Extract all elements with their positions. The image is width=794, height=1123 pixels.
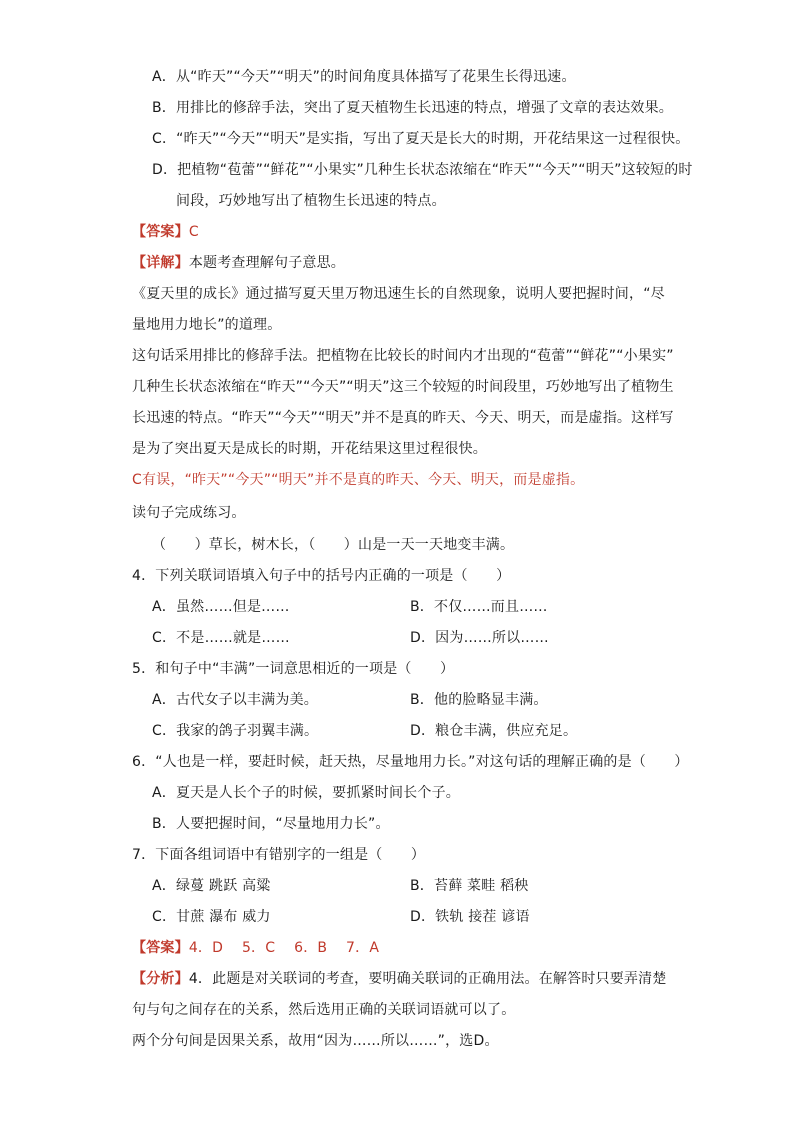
q6-option-b: B．人要把握时间，“尽量地用力长”。 (152, 816, 390, 832)
detail-p3: C有误，“昨天”“今天”“明天”并不是真的昨天、今天、明天，而是虚指。 (132, 472, 585, 488)
detail-p2-line4: 是为了突出夏天是成长的时期，开花结果这里过程很快。 (132, 441, 487, 457)
q3-option-c: C．“昨天”“今天”“明天”是实指，写出了夏天是长大的时期，开花结果这一过程很快。 (152, 131, 690, 147)
analysis-tag: 【分析】 (132, 971, 189, 987)
q5-stem: 5．和句子中“丰满”一词意思相近的一项是（ ） (132, 661, 455, 677)
analysis-line3: 两个分句间是因果关系，故用“因为……所以……”，选D。 (132, 1033, 499, 1049)
q4-option-d: D．因为……所以…… (410, 630, 549, 646)
analysis-line2: 句与句之间存在的关系，然后选用正确的关联词语就可以了。 (132, 1002, 516, 1018)
q7-option-c: C．甘蔗 瀑布 威力 (152, 909, 271, 925)
detail-p2-line3: 长迅速的特点。“昨天”“今天”“明天”并不是真的昨天、今天、明天，而是虚指。这样写 (132, 410, 674, 426)
q7-option-b: B．苔藓 菜畦 稻秧 (410, 878, 529, 894)
answer-values-2: 4．D 5．C 6．B 7．A (188, 940, 380, 956)
q4-option-c: C．不是……就是…… (152, 630, 290, 646)
q6-option-a: A．夏天是人长个子的时候，要抓紧时间长个子。 (152, 785, 460, 801)
q7-stem: 7．下面各组词语中有错别字的一组是（ ） (132, 847, 426, 863)
detail-p2-line1: 这句话采用排比的修辞手法。把植物在比较长的时间内才出现的“苞蕾”“鲜花”“小果实” (132, 348, 674, 364)
detail-intro: 本题考查理解句子意思。 (188, 255, 346, 271)
reading-instruction: 读句子完成练习。 (132, 505, 246, 521)
detail-p1-line2: 量地用力地长”的道理。 (132, 317, 282, 333)
analysis-line1 (132, 969, 672, 989)
q4-option-b: B．不仅……而且…… (410, 599, 548, 615)
answer-line-1 (132, 222, 672, 242)
answer-value: C (188, 224, 199, 240)
detail-tag: 【详解】 (132, 255, 189, 271)
answer-line-2 (132, 938, 672, 958)
q3-option-b: B．用排比的修辞手法，突出了夏天植物生长迅速的特点，增强了文章的表达效果。 (152, 100, 674, 116)
q7-option-d: D．铁轨 接茬 谚语 (410, 909, 530, 925)
reading-sentence: （ ）草长，树木长，（ ）山是一天一天地变丰满。 (152, 537, 515, 553)
q5-option-a: A．古代女子以丰满为美。 (152, 692, 318, 708)
q7-option-a: A．绿蔓 跳跃 高粱 (152, 878, 271, 894)
analysis-text-1: 4．此题是对关联词的考查，要明确关联词的正确用法。在解答时只要弄清楚 (188, 971, 667, 987)
q6-stem: 6．“人也是一样，要赶时候，赶天热，尽量地用力长。”对这句话的理解正确的是（ ） (132, 754, 689, 770)
q4-stem: 4．下列关联词语填入句子中的括号内正确的一项是（ ） (132, 568, 511, 584)
q5-option-b: B．他的脸略显丰满。 (410, 692, 548, 708)
q5-option-c: C．我家的鸽子羽翼丰满。 (152, 723, 319, 739)
q4-option-a: A．虽然……但是…… (152, 599, 290, 615)
q3-option-a: A．从“昨天”“今天”“明天”的时间角度具体描写了花果生长得迅速。 (152, 69, 576, 85)
detail-p1-line1: 《夏天里的成长》通过描写夏天里万物迅速生长的自然现象，说明人要把握时间，“尽 (132, 286, 665, 302)
q3-option-d-line2: 间段，巧妙地写出了植物生长迅速的特点。 (176, 193, 446, 209)
answer-tag-2: 【答案】 (132, 940, 189, 956)
detail-line (132, 253, 672, 273)
answer-tag: 【答案】 (132, 224, 189, 240)
detail-p2-line2: 几种生长状态浓缩在“昨天”“今天”“明天”这三个较短的时间段里，巧妙地写出了植物生 (132, 379, 674, 395)
q3-option-d-line1: D．把植物“苞蕾”“鲜花”“小果实”几种生长状态浓缩在“昨天”“今天”“明天”这较短的时 (152, 162, 693, 178)
q5-option-d: D．粮仓丰满，供应充足。 (410, 723, 578, 739)
